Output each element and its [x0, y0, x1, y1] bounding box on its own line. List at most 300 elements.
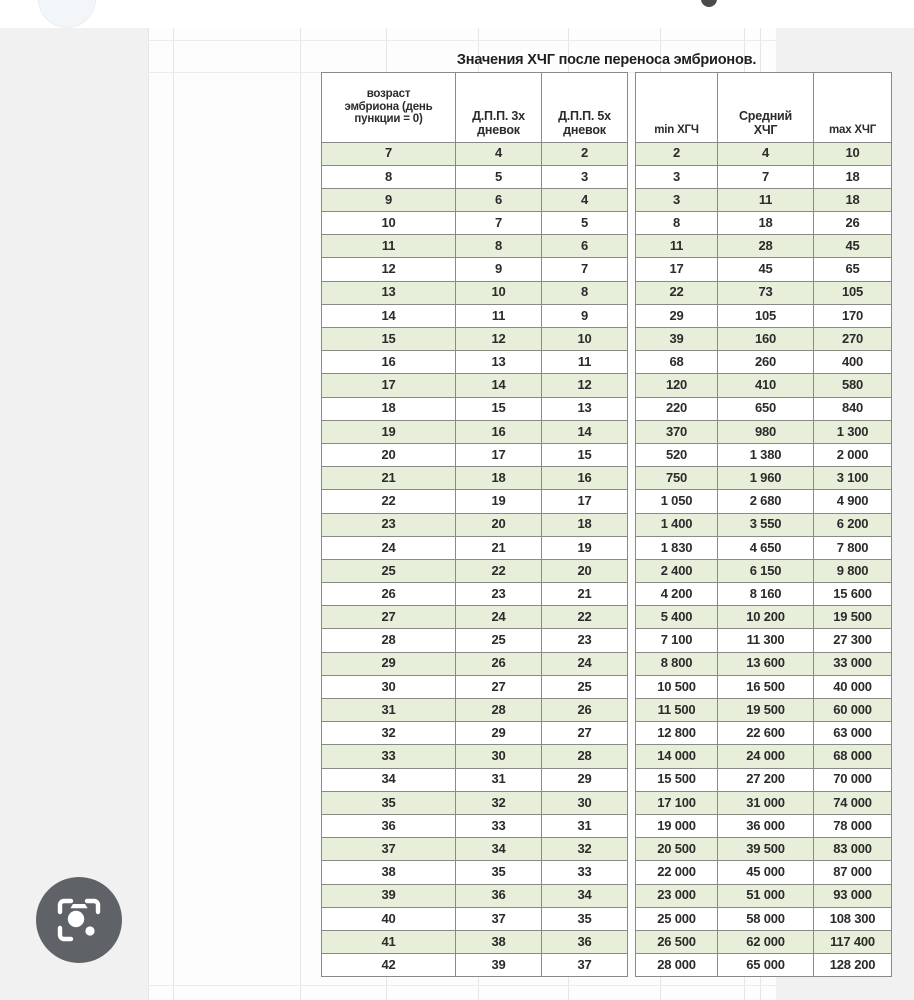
- cell-max: 108 300: [814, 907, 892, 930]
- cell-avg: 27 200: [718, 768, 814, 791]
- cell-age: 7: [322, 142, 456, 165]
- table-row: [322, 490, 892, 513]
- table-row: [322, 212, 892, 235]
- header-dpp5-line1: Д.П.П. 5х: [558, 108, 611, 123]
- table-row: [322, 420, 892, 443]
- cell-age: 24: [322, 536, 456, 559]
- table-row: [322, 467, 892, 490]
- table-row: [322, 814, 892, 837]
- cell-age: 30: [322, 675, 456, 698]
- cell-dpp5: 35: [542, 907, 628, 930]
- cell-max: 170: [814, 304, 892, 327]
- cell-age: 18: [322, 397, 456, 420]
- cell-min: 1 050: [636, 490, 718, 513]
- column-gap: [628, 72, 636, 142]
- cell-min: 11: [636, 235, 718, 258]
- header-avg-line1: Средний: [738, 108, 793, 123]
- table-row: [322, 513, 892, 536]
- cell-min: 3: [636, 188, 718, 211]
- cell-dpp5: 4: [542, 188, 628, 211]
- cell-dpp5: 33: [542, 861, 628, 884]
- table-row: [322, 884, 892, 907]
- row-gap: [628, 467, 636, 490]
- cell-dpp5: 26: [542, 699, 628, 722]
- cell-max: 7 800: [814, 536, 892, 559]
- row-gap: [628, 559, 636, 582]
- cell-min: 15 500: [636, 768, 718, 791]
- cell-age: 25: [322, 559, 456, 582]
- table-row: [322, 351, 892, 374]
- cell-max: 78 000: [814, 814, 892, 837]
- cell-dpp3: 28: [456, 699, 542, 722]
- cell-avg: 36 000: [718, 814, 814, 837]
- table-row: [322, 768, 892, 791]
- cell-max: 60 000: [814, 699, 892, 722]
- cell-avg: 65 000: [718, 954, 814, 977]
- header-dpp3-line2: дневок: [477, 122, 520, 137]
- table-row: [322, 652, 892, 675]
- cell-max: 45: [814, 235, 892, 258]
- cell-dpp3: 5: [456, 165, 542, 188]
- table-row: [322, 374, 892, 397]
- cell-avg: 3 550: [718, 513, 814, 536]
- cell-min: 28 000: [636, 954, 718, 977]
- cell-avg: 11 300: [718, 629, 814, 652]
- cell-avg: 980: [718, 420, 814, 443]
- header-min-line1: min ХГЧ: [654, 123, 699, 136]
- cell-max: 26: [814, 212, 892, 235]
- cell-max: 68 000: [814, 745, 892, 768]
- cell-dpp3: 37: [456, 907, 542, 930]
- cell-age: 16: [322, 351, 456, 374]
- cell-dpp5: 12: [542, 374, 628, 397]
- row-gap: [628, 281, 636, 304]
- cell-dpp5: 19: [542, 536, 628, 559]
- cell-dpp5: 6: [542, 235, 628, 258]
- table-row: [322, 861, 892, 884]
- cell-dpp3: 13: [456, 351, 542, 374]
- cell-dpp3: 32: [456, 791, 542, 814]
- grid-line-horizontal: [148, 40, 776, 41]
- cell-dpp3: 22: [456, 559, 542, 582]
- cell-max: 117 400: [814, 930, 892, 953]
- cell-min: 5 400: [636, 606, 718, 629]
- cell-age: 31: [322, 699, 456, 722]
- row-gap: [628, 954, 636, 977]
- row-gap: [628, 374, 636, 397]
- cell-max: 65: [814, 258, 892, 281]
- cell-avg: 13 600: [718, 652, 814, 675]
- cell-age: 15: [322, 328, 456, 351]
- spreadsheet-image: [0, 28, 914, 1000]
- cell-age: 29: [322, 652, 456, 675]
- cell-dpp5: 20: [542, 559, 628, 582]
- column-header-max: [814, 72, 892, 142]
- cell-dpp5: 37: [542, 954, 628, 977]
- cell-min: 26 500: [636, 930, 718, 953]
- cell-dpp5: 9: [542, 304, 628, 327]
- row-gap: [628, 791, 636, 814]
- top-right-icon[interactable]: [701, 0, 717, 7]
- cell-age: 28: [322, 629, 456, 652]
- cell-avg: 8 160: [718, 583, 814, 606]
- cell-dpp5: 32: [542, 838, 628, 861]
- row-gap: [628, 351, 636, 374]
- row-gap: [628, 675, 636, 698]
- table-row: [322, 258, 892, 281]
- cell-dpp5: 17: [542, 490, 628, 513]
- cell-min: 4 200: [636, 583, 718, 606]
- cell-age: 22: [322, 490, 456, 513]
- cell-min: 12 800: [636, 722, 718, 745]
- cell-dpp5: 18: [542, 513, 628, 536]
- header-row: [322, 72, 892, 142]
- cell-min: 39: [636, 328, 718, 351]
- cell-dpp3: 14: [456, 374, 542, 397]
- cell-dpp5: 15: [542, 443, 628, 466]
- cell-age: 10: [322, 212, 456, 235]
- cell-age: 40: [322, 907, 456, 930]
- cell-dpp3: 33: [456, 814, 542, 837]
- cell-min: 2: [636, 142, 718, 165]
- cell-age: 27: [322, 606, 456, 629]
- cell-age: 11: [322, 235, 456, 258]
- table-header: [322, 72, 892, 142]
- cell-max: 3 100: [814, 467, 892, 490]
- table-row: [322, 559, 892, 582]
- cell-dpp3: 11: [456, 304, 542, 327]
- cell-avg: 1 960: [718, 467, 814, 490]
- row-gap: [628, 490, 636, 513]
- cell-avg: 28: [718, 235, 814, 258]
- cell-min: 3: [636, 165, 718, 188]
- cell-dpp5: 30: [542, 791, 628, 814]
- table-title-row: [322, 50, 892, 72]
- row-gap: [628, 861, 636, 884]
- cell-age: 35: [322, 791, 456, 814]
- cell-min: 11 500: [636, 699, 718, 722]
- cell-dpp3: 30: [456, 745, 542, 768]
- row-gap: [628, 397, 636, 420]
- cell-dpp5: 29: [542, 768, 628, 791]
- row-gap: [628, 212, 636, 235]
- cell-max: 9 800: [814, 559, 892, 582]
- cell-avg: 45 000: [718, 861, 814, 884]
- table-row: [322, 443, 892, 466]
- row-gap: [628, 235, 636, 258]
- row-gap: [628, 304, 636, 327]
- cell-avg: 62 000: [718, 930, 814, 953]
- cell-dpp3: 25: [456, 629, 542, 652]
- column-header-min: [636, 72, 718, 142]
- cell-max: 83 000: [814, 838, 892, 861]
- cell-avg: 10 200: [718, 606, 814, 629]
- cell-dpp3: 17: [456, 443, 542, 466]
- cell-dpp3: 29: [456, 722, 542, 745]
- cell-max: 40 000: [814, 675, 892, 698]
- table-title: Значения ХЧГ после переноса эмбрионов.: [456, 51, 757, 68]
- grid-line-vertical: [148, 28, 149, 1000]
- cell-min: 22: [636, 281, 718, 304]
- row-gap: [628, 142, 636, 165]
- cell-min: 120: [636, 374, 718, 397]
- cell-avg: 160: [718, 328, 814, 351]
- row-gap: [628, 930, 636, 953]
- column-header-avg: [718, 72, 814, 142]
- grid-line-vertical: [173, 28, 174, 1000]
- header-dpp5-line2: дневок: [563, 122, 606, 137]
- cell-age: 39: [322, 884, 456, 907]
- row-gap: [628, 513, 636, 536]
- cell-dpp3: 6: [456, 188, 542, 211]
- header-dpp3-line1: Д.П.П. 3х: [472, 108, 525, 123]
- cell-dpp5: 28: [542, 745, 628, 768]
- cell-age: 26: [322, 583, 456, 606]
- cell-min: 19 000: [636, 814, 718, 837]
- cell-min: 1 400: [636, 513, 718, 536]
- table-row: [322, 188, 892, 211]
- cell-dpp3: 38: [456, 930, 542, 953]
- cell-max: 15 600: [814, 583, 892, 606]
- table-row: [322, 930, 892, 953]
- cell-dpp5: 3: [542, 165, 628, 188]
- cell-dpp3: 15: [456, 397, 542, 420]
- cell-dpp5: 34: [542, 884, 628, 907]
- hcg-table: [321, 50, 892, 977]
- cell-max: 1 300: [814, 420, 892, 443]
- cell-avg: 11: [718, 188, 814, 211]
- table-row: [322, 142, 892, 165]
- cell-dpp3: 34: [456, 838, 542, 861]
- header-age-line1: возраст: [366, 87, 411, 100]
- cell-max: 93 000: [814, 884, 892, 907]
- header-age-line2: эмбриона (день: [344, 100, 433, 113]
- cell-dpp3: 31: [456, 768, 542, 791]
- table-row: [322, 165, 892, 188]
- cell-dpp5: 22: [542, 606, 628, 629]
- row-gap: [628, 699, 636, 722]
- cell-max: 63 000: [814, 722, 892, 745]
- cell-dpp3: 8: [456, 235, 542, 258]
- cell-min: 750: [636, 467, 718, 490]
- cell-avg: 51 000: [718, 884, 814, 907]
- cell-dpp5: 7: [542, 258, 628, 281]
- cell-avg: 4 650: [718, 536, 814, 559]
- cell-max: 87 000: [814, 861, 892, 884]
- cell-age: 19: [322, 420, 456, 443]
- spreadsheet-paper: [148, 28, 877, 1000]
- table-row: [322, 629, 892, 652]
- table-row: [322, 606, 892, 629]
- table-row: [322, 675, 892, 698]
- row-gap: [628, 536, 636, 559]
- cell-max: 27 300: [814, 629, 892, 652]
- cell-age: 36: [322, 814, 456, 837]
- cell-max: 840: [814, 397, 892, 420]
- cell-avg: 105: [718, 304, 814, 327]
- cell-max: 270: [814, 328, 892, 351]
- row-gap: [628, 652, 636, 675]
- google-lens-button[interactable]: [36, 877, 122, 963]
- cell-min: 14 000: [636, 745, 718, 768]
- row-gap: [628, 745, 636, 768]
- cell-age: 34: [322, 768, 456, 791]
- cell-min: 8 800: [636, 652, 718, 675]
- cell-max: 70 000: [814, 768, 892, 791]
- cell-min: 2 400: [636, 559, 718, 582]
- cell-min: 7 100: [636, 629, 718, 652]
- lens-camera-icon: [57, 898, 101, 942]
- cell-avg: 73: [718, 281, 814, 304]
- cell-min: 220: [636, 397, 718, 420]
- cell-age: 42: [322, 954, 456, 977]
- table-row: [322, 328, 892, 351]
- cell-min: 10 500: [636, 675, 718, 698]
- cell-avg: 58 000: [718, 907, 814, 930]
- cell-dpp3: 20: [456, 513, 542, 536]
- cell-dpp3: 12: [456, 328, 542, 351]
- cell-avg: 19 500: [718, 699, 814, 722]
- cell-max: 400: [814, 351, 892, 374]
- hcg-table-container: [321, 50, 891, 977]
- cell-dpp3: 19: [456, 490, 542, 513]
- cell-dpp5: 5: [542, 212, 628, 235]
- cell-max: 33 000: [814, 652, 892, 675]
- cell-dpp3: 36: [456, 884, 542, 907]
- cell-dpp5: 31: [542, 814, 628, 837]
- table-row: [322, 907, 892, 930]
- cell-age: 8: [322, 165, 456, 188]
- cell-min: 8: [636, 212, 718, 235]
- row-gap: [628, 629, 636, 652]
- cell-dpp5: 10: [542, 328, 628, 351]
- cell-min: 17: [636, 258, 718, 281]
- table-row: [322, 235, 892, 258]
- cell-age: 41: [322, 930, 456, 953]
- cell-dpp3: 27: [456, 675, 542, 698]
- cell-dpp3: 18: [456, 467, 542, 490]
- row-gap: [628, 838, 636, 861]
- cell-min: 20 500: [636, 838, 718, 861]
- cell-max: 18: [814, 165, 892, 188]
- cell-dpp5: 21: [542, 583, 628, 606]
- cell-dpp5: 13: [542, 397, 628, 420]
- table-row: [322, 583, 892, 606]
- cell-max: 6 200: [814, 513, 892, 536]
- cell-max: 10: [814, 142, 892, 165]
- cell-avg: 260: [718, 351, 814, 374]
- table-row: [322, 304, 892, 327]
- column-header-age: [322, 72, 456, 142]
- table-row: [322, 536, 892, 559]
- grid-line-vertical: [300, 28, 301, 1000]
- row-gap: [628, 443, 636, 466]
- cell-avg: 39 500: [718, 838, 814, 861]
- cell-dpp5: 14: [542, 420, 628, 443]
- grid-line-horizontal: [148, 985, 776, 986]
- cell-dpp5: 2: [542, 142, 628, 165]
- row-gap: [628, 606, 636, 629]
- cell-min: 29: [636, 304, 718, 327]
- cell-age: 37: [322, 838, 456, 861]
- cell-min: 25 000: [636, 907, 718, 930]
- profile-avatar[interactable]: [38, 0, 96, 28]
- cell-max: 4 900: [814, 490, 892, 513]
- cell-max: 74 000: [814, 791, 892, 814]
- cell-dpp5: 27: [542, 722, 628, 745]
- table-row: [322, 745, 892, 768]
- cell-dpp3: 10: [456, 281, 542, 304]
- cell-dpp3: 7: [456, 212, 542, 235]
- cell-age: 14: [322, 304, 456, 327]
- table-row: [322, 954, 892, 977]
- cell-dpp5: 8: [542, 281, 628, 304]
- row-gap: [628, 188, 636, 211]
- cell-dpp3: 39: [456, 954, 542, 977]
- cell-dpp5: 23: [542, 629, 628, 652]
- table-row: [322, 281, 892, 304]
- cell-max: 19 500: [814, 606, 892, 629]
- cell-dpp3: 26: [456, 652, 542, 675]
- cell-max: 105: [814, 281, 892, 304]
- cell-age: 21: [322, 467, 456, 490]
- table-body: [322, 142, 892, 977]
- cell-age: 13: [322, 281, 456, 304]
- cell-min: 520: [636, 443, 718, 466]
- cell-avg: 22 600: [718, 722, 814, 745]
- cell-avg: 4: [718, 142, 814, 165]
- cell-avg: 2 680: [718, 490, 814, 513]
- cell-dpp3: 24: [456, 606, 542, 629]
- cell-dpp3: 9: [456, 258, 542, 281]
- row-gap: [628, 884, 636, 907]
- cell-avg: 650: [718, 397, 814, 420]
- cell-avg: 45: [718, 258, 814, 281]
- cell-dpp3: 16: [456, 420, 542, 443]
- cell-age: 33: [322, 745, 456, 768]
- cell-avg: 18: [718, 212, 814, 235]
- cell-dpp5: 16: [542, 467, 628, 490]
- cell-dpp5: 24: [542, 652, 628, 675]
- cell-min: 17 100: [636, 791, 718, 814]
- cell-min: 1 830: [636, 536, 718, 559]
- cell-max: 18: [814, 188, 892, 211]
- cell-max: 128 200: [814, 954, 892, 977]
- cell-age: 12: [322, 258, 456, 281]
- cell-avg: 16 500: [718, 675, 814, 698]
- cell-max: 580: [814, 374, 892, 397]
- table-row: [322, 791, 892, 814]
- row-gap: [628, 165, 636, 188]
- row-gap: [628, 258, 636, 281]
- row-gap: [628, 328, 636, 351]
- column-header-dpp5: [542, 72, 628, 142]
- cell-dpp3: 4: [456, 142, 542, 165]
- cell-min: 370: [636, 420, 718, 443]
- cell-dpp5: 25: [542, 675, 628, 698]
- row-gap: [628, 814, 636, 837]
- header-max-line1: max ХЧГ: [828, 123, 877, 136]
- cell-min: 68: [636, 351, 718, 374]
- cell-dpp3: 21: [456, 536, 542, 559]
- cell-dpp5: 36: [542, 930, 628, 953]
- cell-avg: 24 000: [718, 745, 814, 768]
- cell-dpp3: 35: [456, 861, 542, 884]
- cell-age: 38: [322, 861, 456, 884]
- header-age-line3: пункции = 0): [354, 113, 423, 126]
- row-gap: [628, 907, 636, 930]
- row-gap: [628, 722, 636, 745]
